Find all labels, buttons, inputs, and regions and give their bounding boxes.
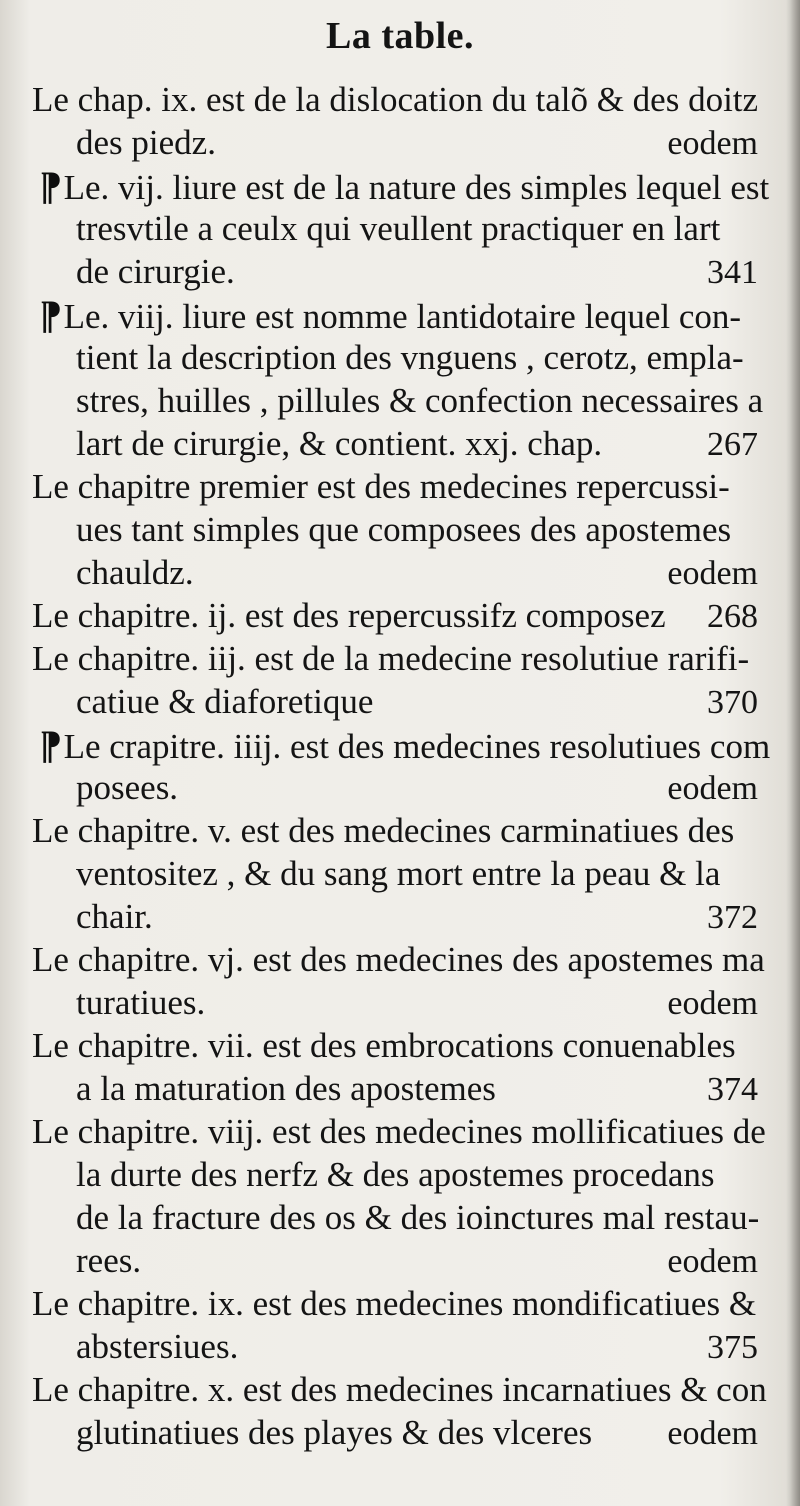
entry-first-line	[32, 1024, 758, 1067]
entry-text: Le chapitre premier est des medecines repercussi-	[32, 467, 730, 506]
gutter-shadow	[786, 0, 800, 1506]
entry-text: Le chapitre. ij. est des repercussifz composez	[32, 596, 666, 635]
entry-text: Le. viij. liure est nomme lantidotaire lequel con-	[63, 297, 742, 336]
entry-continuation-line	[32, 895, 758, 938]
entry-text: Le chapitre. x. est des medecines incarnatiues & con	[32, 1370, 767, 1409]
entry-text: ues tant simples que composees des apostemes	[76, 510, 732, 549]
entry-first-line	[32, 163, 770, 208]
entry-text: stres, huilles , pillules & confection necessaires a	[76, 381, 764, 420]
entry-continuation-line	[32, 551, 758, 594]
entry-text: ventositez , & du sang mort entre la peau & la	[76, 854, 721, 893]
entry-continuation-line	[32, 766, 758, 809]
entry-text: Le chapitre. v. est des medecines carminatiues des	[32, 811, 735, 850]
page-reference: 268	[707, 598, 758, 635]
page-header: La table.	[325, 15, 475, 57]
entry-text: chauldz.	[76, 553, 194, 592]
entry-text: tresvtile a ceulx qui veullent practiquer en lart	[76, 209, 721, 248]
entry-text: tient la description des vnguens , cerotz, empla-	[76, 338, 744, 377]
toc-entry	[32, 292, 764, 465]
entry-continuation-line	[32, 207, 758, 250]
entry-first-line	[32, 594, 758, 637]
entry-text: de cirurgie.	[76, 252, 235, 291]
toc-entry	[32, 722, 771, 809]
page-reference: 341	[707, 254, 758, 291]
entry-text: turatiues.	[76, 983, 206, 1022]
entry-text: Le. vij. liure est de la nature des simples lequel est	[63, 168, 770, 207]
entry-continuation-line	[32, 508, 758, 551]
entry-text: Le chap. ix. est de la dislocation du talõ & des doitz	[32, 80, 759, 119]
toc-entry	[32, 78, 758, 164]
entry-continuation-line	[32, 422, 758, 465]
page-reference: 267	[707, 426, 758, 463]
page-reference: eodem	[667, 985, 758, 1022]
entry-first-line	[32, 1282, 758, 1325]
entry-continuation-line	[32, 250, 758, 293]
entry-text: catiue & diaforetique	[76, 682, 374, 721]
entry-text: a la maturation des apostemes	[76, 1069, 496, 1108]
entry-first-line	[32, 465, 758, 508]
toc-entry	[32, 1024, 758, 1110]
page-reference: eodem	[667, 1415, 758, 1452]
entry-text: Le chapitre. iij. est de la medecine resolutiue rarifi-	[32, 639, 750, 678]
toc-entry	[32, 637, 758, 723]
entry-continuation-line	[32, 1239, 758, 1282]
entry-continuation-line	[32, 852, 758, 895]
entry-text: glutinatiues des playes & des vlceres	[76, 1413, 593, 1452]
entry-continuation-line	[32, 1325, 758, 1368]
entry-continuation-line	[32, 121, 758, 164]
entry-continuation-line	[32, 1411, 758, 1454]
entry-text: chair.	[76, 897, 153, 936]
toc-entry	[32, 938, 765, 1024]
entry-continuation-line	[32, 379, 764, 422]
entry-continuation-line	[32, 1067, 758, 1110]
toc-entry	[32, 1368, 767, 1454]
entry-first-line	[32, 1110, 766, 1153]
page-reference: eodem	[667, 125, 758, 162]
entry-continuation-line	[32, 1196, 758, 1239]
page-reference: eodem	[667, 770, 758, 807]
toc-entry	[32, 809, 758, 938]
entry-first-line	[32, 293, 758, 336]
entry-text: Le chapitre. vii. est des embrocations conuenables	[32, 1026, 736, 1065]
toc-entry	[32, 465, 758, 594]
entry-first-line	[32, 809, 758, 852]
table-of-contents	[32, 78, 771, 1454]
entry-continuation-line	[32, 981, 758, 1024]
entry-text: Le chapitre. vj. est des medecines des apostemes ma	[32, 940, 765, 979]
entry-text: Le chapitre. ix. est des medecines mondificatiues &	[32, 1284, 757, 1323]
toc-entry	[32, 1110, 766, 1282]
pilcrow-icon: ¶	[40, 163, 62, 208]
pilcrow-icon: ¶	[40, 292, 62, 337]
entry-text: des piedz.	[76, 123, 216, 162]
pilcrow-icon: ¶	[40, 722, 62, 767]
page-reference: eodem	[667, 1243, 758, 1280]
page-reference: 370	[707, 684, 758, 721]
entry-text: lart de cirurgie, & contient. xxj. chap.	[76, 424, 603, 463]
page-reference: eodem	[667, 555, 758, 592]
page-reference: 374	[707, 1071, 758, 1108]
entry-text: la durte des nerfz & des apostemes procedans	[76, 1155, 715, 1194]
entry-continuation-line	[32, 680, 758, 723]
toc-entry	[32, 163, 770, 293]
entry-text: rees.	[76, 1241, 142, 1280]
entry-continuation-line	[32, 336, 758, 379]
toc-entry	[32, 1282, 758, 1368]
page-reference: 375	[707, 1329, 758, 1366]
page-reference: 372	[707, 899, 758, 936]
entry-text: abstersiues.	[76, 1327, 239, 1366]
entry-continuation-line	[32, 1153, 758, 1196]
entry-first-line	[32, 637, 758, 680]
entry-first-line	[32, 938, 765, 981]
entry-first-line	[32, 78, 758, 121]
entry-text: Le crapitre. iiij. est des medecines resolutiues com	[63, 727, 771, 766]
entry-text: Le chapitre. viij. est des medecines mollificatiues de	[32, 1112, 766, 1151]
entry-text: posees.	[76, 768, 179, 807]
entry-text: de la fracture des os & des ioinctures mal restau-	[76, 1198, 760, 1237]
entry-first-line	[32, 1368, 767, 1411]
entry-first-line	[32, 722, 771, 767]
toc-entry	[32, 594, 758, 637]
